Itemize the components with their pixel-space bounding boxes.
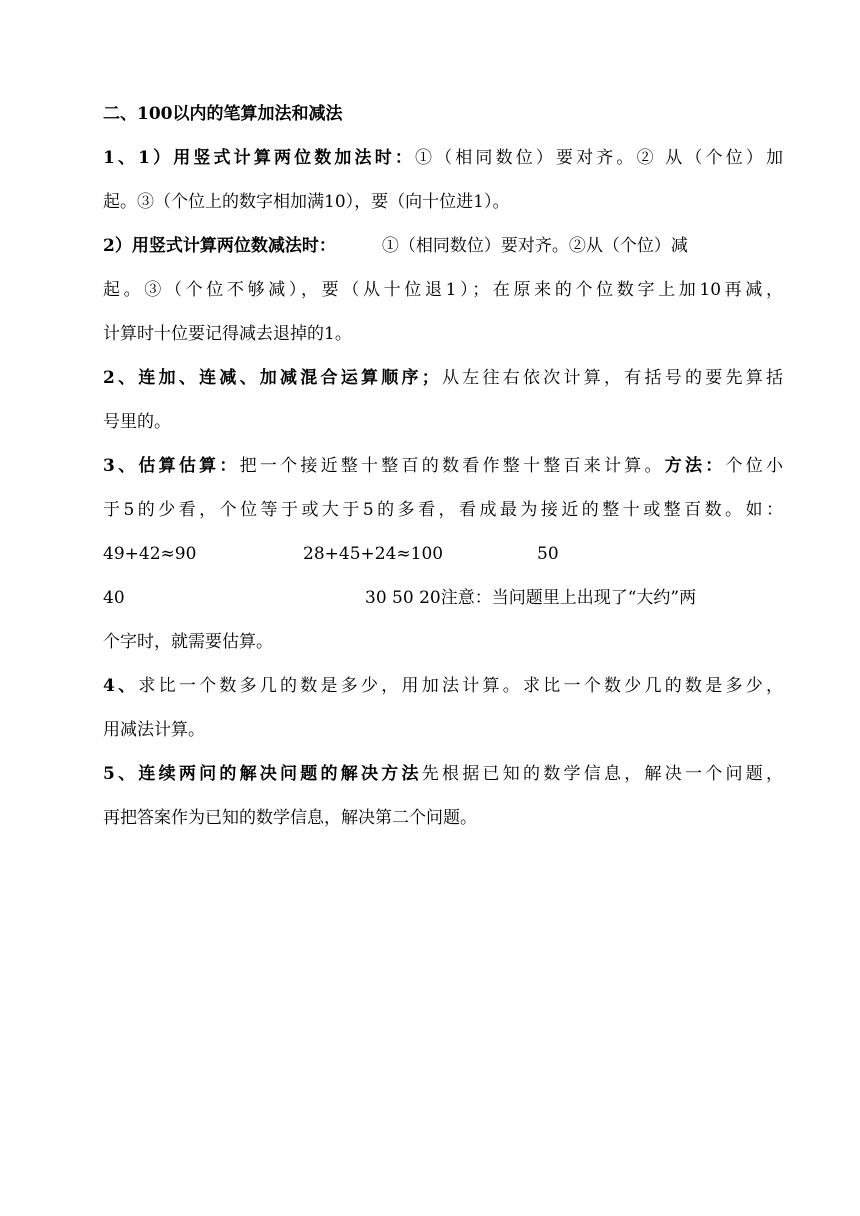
item-2-line-1 — [103, 368, 783, 388]
item-3-text-b: 个位小 — [725, 456, 784, 476]
item-5-line-2: 再把答案作为已知的数学信息，解决第二个问题。 — [103, 808, 477, 828]
item-5-text: 先根据已知的数学信息，解决一个问题， — [421, 764, 783, 784]
example-3: 50 — [537, 544, 559, 564]
item-1b-line-3: 计算时十位要记得减去退掉的1。 — [103, 324, 352, 344]
item-1b-line-1 — [103, 236, 688, 256]
item-3-line-2: 于5的少看，个位等于或大于5的多看，看成最为接近的整十或整百数。如： — [103, 500, 783, 520]
item-3-note: 注意：当问题里上出现了“大约”两 — [440, 588, 697, 608]
item-1-line-2: 起。③（个位上的数字相加满10），要（向十位进1）。 — [103, 192, 510, 212]
item-4-line-1 — [103, 676, 783, 696]
example-5: 30 50 20 — [365, 588, 441, 608]
item-5-bold: 连续两问的解决问题的解决方法 — [138, 764, 422, 784]
item-5-line-1 — [103, 764, 783, 784]
item-3-number: 3、 — [103, 456, 139, 476]
item-3-line-4 — [365, 588, 696, 608]
item-5-number: 5、 — [103, 764, 139, 784]
item-1-text: ①（相同数位）要对齐。② 从（个位）加 — [414, 148, 783, 168]
item-2-line-2: 号里的。 — [103, 412, 171, 432]
item-1b-bold: 2）用竖式计算两位数减法时： — [103, 236, 336, 256]
example-1: 49+42≈90 — [103, 544, 197, 564]
item-2-bold: 连加、连减、加减混合运算顺序； — [138, 368, 439, 388]
item-1b-text: ①（相同数位）要对齐。②从（个位）减 — [381, 236, 688, 256]
item-2-text: 从左往右依次计算，有括号的要先算括 — [438, 368, 783, 388]
item-1-bold: 1）用竖式计算两位数加法时： — [138, 148, 415, 168]
example-4: 40 — [103, 588, 125, 608]
item-3-line-1 — [103, 456, 783, 476]
item-3-line-5: 个字时，就需要估算。 — [103, 632, 273, 652]
section-heading — [103, 104, 343, 124]
section-heading-text: 二、100以内的笔算加法和减法 — [103, 104, 343, 124]
example-2: 28+45+24≈100 — [303, 544, 444, 564]
item-2-number: 2、 — [103, 368, 139, 388]
item-4-line-2: 用减法计算。 — [103, 720, 205, 740]
item-1-number: 1、 — [103, 148, 139, 168]
item-4-text: 求比一个数多几的数是多少，用加法计算。求比一个数少几的数是多少， — [138, 676, 783, 696]
item-3-method-label: 方法： — [664, 456, 726, 476]
item-3-bold: 估算估算： — [138, 456, 240, 476]
item-4-number: 4、 — [103, 676, 139, 696]
item-1-line-1 — [103, 148, 783, 168]
item-3-text-a: 把一个接近整十整百的数看作整十整百来计算。 — [239, 456, 665, 476]
item-1b-line-2: 起。③（个位不够减），要（从十位退1）；在原来的个位数字上加10再减， — [103, 280, 783, 300]
